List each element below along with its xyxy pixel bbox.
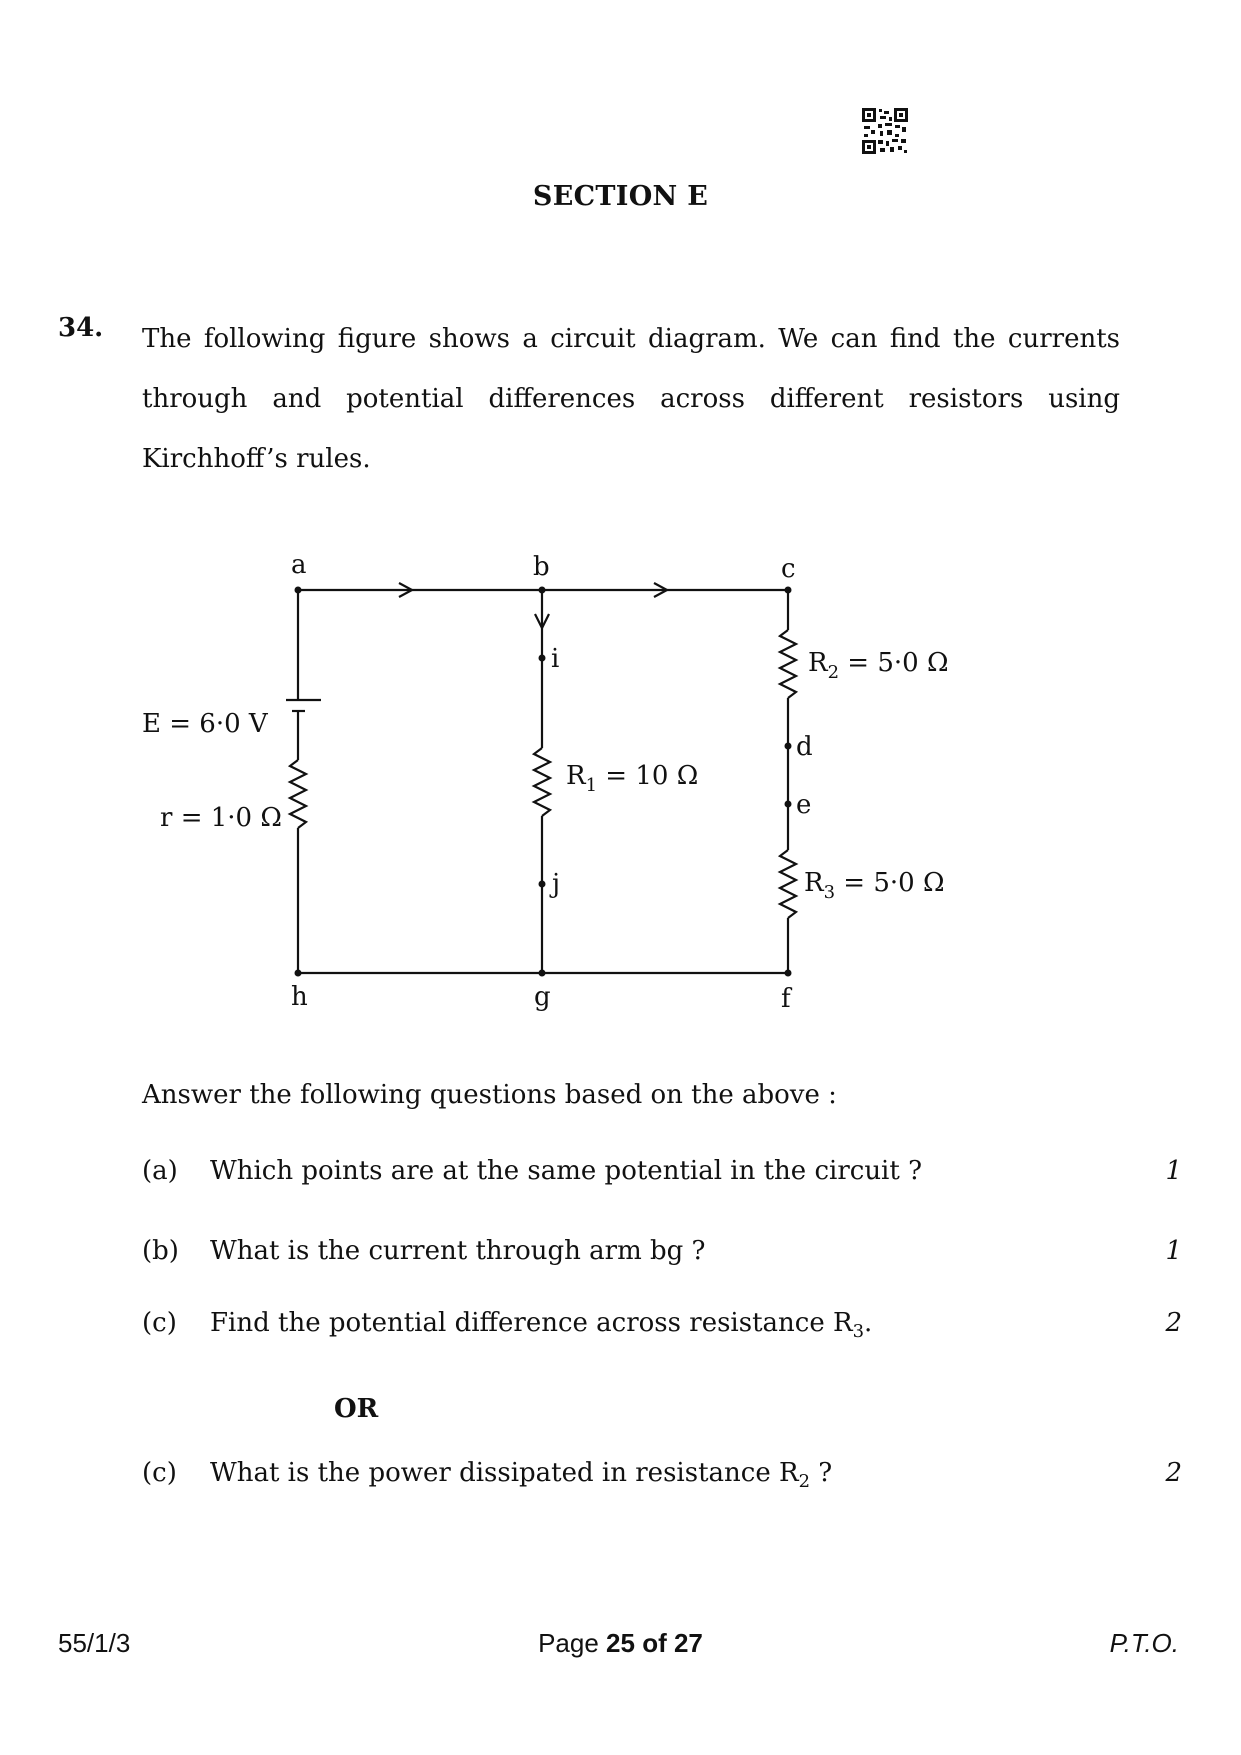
node-label-e: e	[796, 790, 812, 820]
subquestion-marks: 2	[1165, 1458, 1182, 1488]
subquestion-text: Find the potential difference across resistance $R_3$.	[210, 1308, 873, 1343]
node-dot-g	[539, 970, 546, 977]
node-dot-c	[785, 587, 792, 594]
answer-instruction: Answer the following questions based on the above :	[142, 1080, 837, 1110]
subquestion-text: What is the current through arm bg ?	[210, 1236, 706, 1266]
node-dot-j	[539, 881, 546, 888]
node-label-d: d	[796, 732, 813, 762]
node-dot-d	[785, 743, 792, 750]
subquestion-c-alternative	[142, 1458, 1182, 1498]
circuit-diagram	[120, 548, 1020, 1028]
question-number: 34.	[58, 313, 104, 343]
node-label-c: c	[781, 554, 796, 584]
node-label-g: g	[534, 982, 551, 1012]
node-label-j: j	[552, 869, 561, 899]
node-dot-a	[295, 587, 302, 594]
subquestion-label: (a)	[142, 1156, 178, 1186]
resistor-r1-zigzag	[534, 748, 550, 816]
subquestion-text: What is the power dissipated in resistance $R_2$ ?	[210, 1458, 833, 1493]
node-label-f: f	[781, 984, 791, 1014]
subquestion-marks: 1	[1165, 1236, 1182, 1266]
subquestion-text: Which points are at the same potential in the circuit ?	[210, 1156, 923, 1186]
r2-label: $R_2 = 5\cdot 0$ Ω	[808, 648, 949, 683]
node-label-i: i	[551, 644, 560, 674]
r3-label: $R_3 = 5\cdot 0$ Ω	[804, 868, 945, 903]
subquestion-a	[142, 1156, 1182, 1196]
subquestion-marks: 1	[1165, 1156, 1182, 1186]
node-dot-i	[539, 655, 546, 662]
section-title: SECTION E	[532, 181, 709, 212]
pto-label: P.T.O.	[1109, 1628, 1179, 1658]
resistor-r3-zigzag	[780, 850, 796, 918]
node-dot-b	[539, 587, 546, 594]
qr-code-icon	[862, 108, 908, 154]
subquestion-b	[142, 1236, 1182, 1276]
node-dot-e	[785, 801, 792, 808]
emf-label: E = 6·0 V	[142, 709, 268, 739]
resistor-r-zigzag	[290, 760, 306, 828]
r1-label: $R_1 = 10$ Ω	[566, 761, 699, 796]
node-label-b: b	[533, 552, 550, 582]
subquestion-label: (c)	[142, 1458, 177, 1488]
or-separator: OR	[334, 1394, 379, 1424]
page-number: Page 25 of 27	[538, 1628, 703, 1658]
node-dot-h	[295, 970, 302, 977]
node-label-h: h	[291, 982, 308, 1012]
node-label-a: a	[291, 550, 307, 580]
resistor-r2-zigzag	[780, 630, 796, 698]
subquestion-label: (c)	[142, 1308, 177, 1338]
node-dot-f	[785, 970, 792, 977]
subquestion-label: (b)	[142, 1236, 179, 1266]
subquestion-c	[142, 1308, 1182, 1348]
internal-resistance-label: r = 1·0 Ω	[160, 803, 282, 833]
question-text: The following figure shows a circuit diagram. We can find the currents through and potential differences across different resistors using Kirchhoff’s rules.	[142, 324, 1120, 474]
subquestion-marks: 2	[1165, 1308, 1182, 1338]
paper-code: 55/1/3	[58, 1628, 131, 1658]
